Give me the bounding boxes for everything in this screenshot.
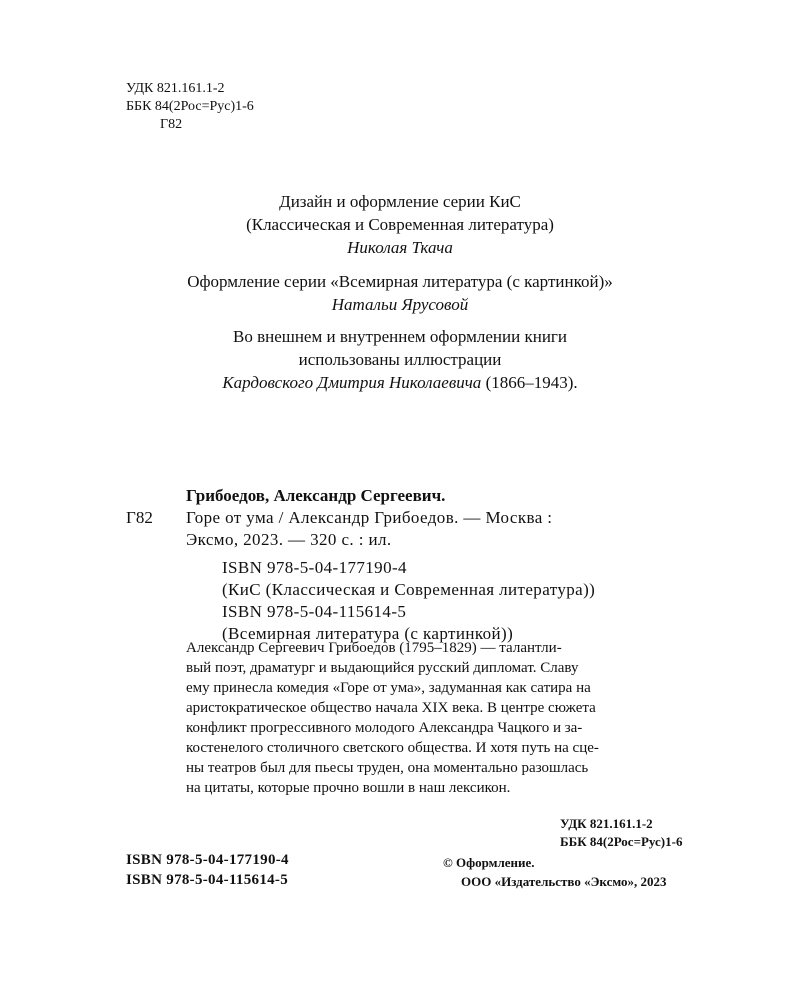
bbk-code: ББК 84(2Рос=Рус)1-6 bbox=[126, 99, 254, 114]
design-credit-series: (Классическая и Современная литература) bbox=[246, 215, 554, 234]
classification-bottom bbox=[560, 815, 682, 851]
design-credit bbox=[100, 190, 700, 259]
illustration-credit bbox=[100, 325, 700, 394]
design-credits bbox=[100, 190, 700, 403]
bib-series: (Всемирная литература (с картинкой)) bbox=[222, 624, 514, 643]
design-credit-line: Дизайн и оформление серии КиС bbox=[279, 192, 521, 211]
illustration-credit-years: (1866–1943). bbox=[485, 373, 578, 392]
bbk-code: ББК 84(2Рос=Рус)1-6 bbox=[560, 834, 683, 849]
annotation-line: ны театров был для пьесы труден, она моментально разошлась bbox=[186, 760, 589, 776]
annotation-line: вый поэт, драматург и выдающийся русский дипломат. Славу bbox=[186, 660, 579, 676]
isbn-number: ISBN 978-5-04-177190-4 bbox=[126, 852, 289, 868]
copyright-line: © Оформление. bbox=[443, 855, 535, 870]
bib-author-mark: Г82 bbox=[126, 508, 153, 527]
bib-series: (КиС (Классическая и Современная литература)) bbox=[222, 580, 596, 599]
annotation-line: костенелого столичного светского общества. И хотя путь на сце- bbox=[186, 740, 599, 756]
illustration-credit-line1: Во внешнем и внутреннем оформлении книги bbox=[232, 327, 567, 346]
udk-code: УДК 821.161.1-2 bbox=[560, 816, 653, 831]
bibliographic-record bbox=[186, 485, 722, 645]
isbn-block bbox=[126, 850, 289, 890]
annotation-line: на цитаты, которые прочно вошли в наш лексикон. bbox=[186, 780, 511, 796]
isbn-number: ISBN 978-5-04-115614-5 bbox=[126, 872, 289, 888]
annotation bbox=[186, 638, 721, 798]
author-mark: Г82 bbox=[160, 117, 183, 132]
annotation-line: Александр Сергеевич Грибоедов (1795–1829) — талантли- bbox=[186, 640, 562, 656]
classification-top bbox=[126, 80, 254, 134]
bib-isbn-block bbox=[186, 557, 722, 645]
annotation-line: ему принесла комедия «Горе от ума», задуманная как сатира на bbox=[186, 680, 591, 696]
bib-isbn: ISBN 978-5-04-115614-5 bbox=[222, 602, 407, 621]
copyright-publisher: ООО «Издательство «Эксмо», 2023 bbox=[461, 874, 667, 889]
series-credit-author: Натальи Ярусовой bbox=[331, 295, 469, 314]
design-credit-author: Николая Ткача bbox=[347, 238, 453, 257]
annotation-line: аристократическое общество начала XIX века. В центре сюжета bbox=[186, 700, 596, 716]
series-credit-line: Оформление серии «Всемирная литература (с картинкой)» bbox=[187, 272, 613, 291]
udk-code: УДК 821.161.1-2 bbox=[126, 81, 225, 96]
copyright bbox=[443, 853, 667, 891]
series-credit bbox=[100, 270, 700, 316]
bib-isbn: ISBN 978-5-04-177190-4 bbox=[222, 558, 407, 577]
illustration-credit-author: Кардовского Дмитрия Николаевича bbox=[222, 373, 482, 392]
bib-record-line: Горе от ума / Александр Грибоедов. — Москва : bbox=[186, 508, 553, 527]
bib-author: Грибоедов, Александр Сергеевич. bbox=[186, 486, 446, 505]
bib-record-line: Эксмо, 2023. — 320 с. : ил. bbox=[186, 530, 392, 549]
annotation-line: конфликт прогрессивного молодого Александра Чацкого и за- bbox=[186, 720, 583, 736]
illustration-credit-line2: использованы иллюстрации bbox=[298, 350, 502, 369]
